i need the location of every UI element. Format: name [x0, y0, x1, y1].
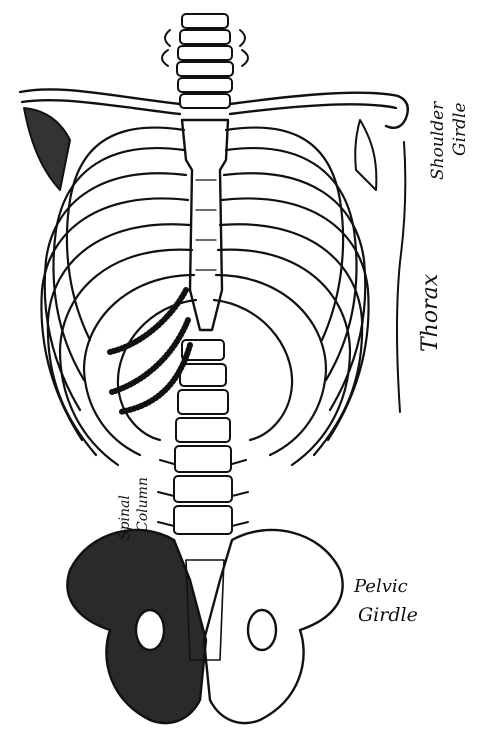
label-brackets	[397, 142, 405, 412]
pelvis	[67, 530, 342, 723]
shoulder-girdle-label: Girdle	[450, 102, 470, 156]
right-ribs	[214, 128, 369, 465]
spinal-label: Spinal	[117, 495, 133, 540]
spinal-column	[158, 340, 248, 534]
pelvic-girdle-label: Girdle	[358, 604, 418, 626]
pelvic-label: Pelvic	[354, 576, 408, 597]
shoulder-label: Shoulder	[428, 101, 448, 180]
left-ribs	[41, 128, 196, 465]
cervical-vertebrae	[162, 14, 248, 108]
thorax-label: Thorax	[418, 273, 443, 352]
column-label: Column	[135, 477, 151, 532]
